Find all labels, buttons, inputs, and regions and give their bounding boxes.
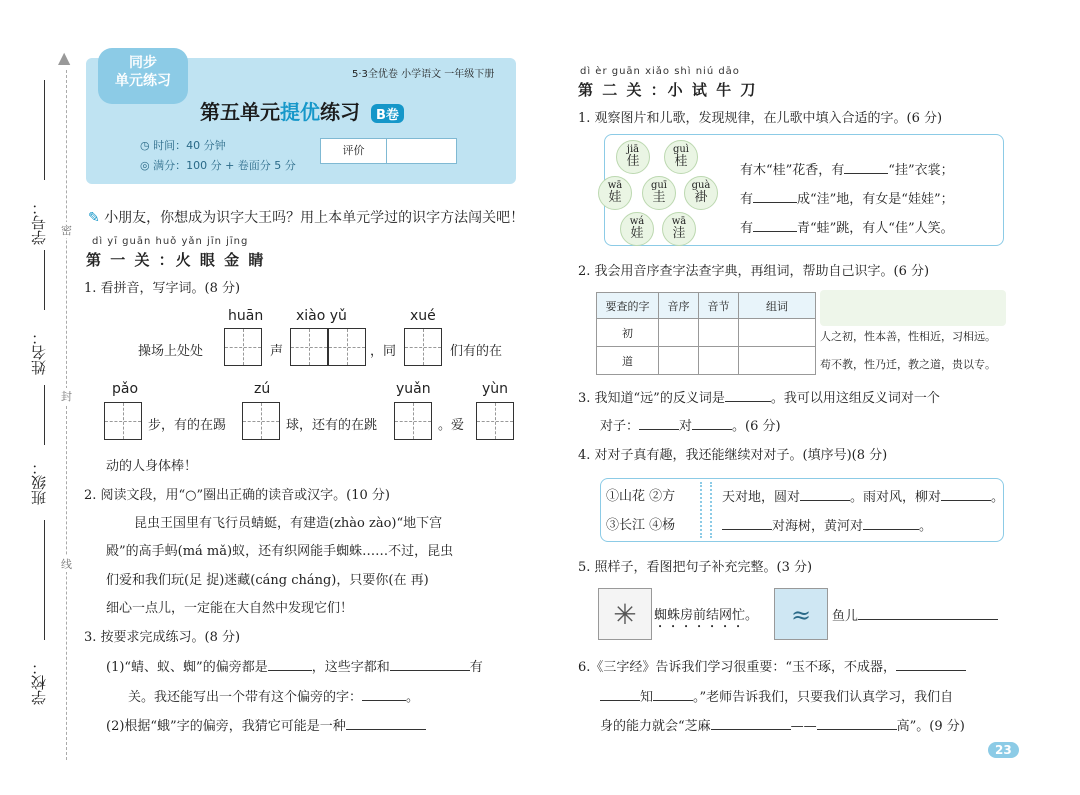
s1-q1-py-5: zú <box>254 381 271 397</box>
sync-badge <box>98 48 188 104</box>
s1-q3-stem: 3. 按要求完成练习。(8 分) <box>84 630 241 645</box>
table-cell[interactable] <box>699 319 739 347</box>
answer-blank[interactable] <box>268 657 312 671</box>
s2-q2-stem: 2. 我会用音序查字法查字典，再组词，帮助自己识字。(6 分) <box>578 264 930 279</box>
couplet-1c: 。 <box>991 490 1005 505</box>
series-label: 5·3全优卷 小学语文 一年级下册 <box>352 69 495 80</box>
page-title <box>200 96 404 125</box>
answer-blank[interactable] <box>800 487 850 501</box>
char-circle: guà 褂 <box>684 176 718 210</box>
score-text: 满分：100 分 + 卷面分 5 分 <box>153 159 296 172</box>
s2-q6-l3b: —— <box>790 719 817 734</box>
table-cell[interactable] <box>739 347 816 375</box>
rhyme-line-1 <box>740 160 954 181</box>
writing-box[interactable] <box>104 402 142 440</box>
s1-q1-t8: 动的人身体棒！ <box>106 459 198 474</box>
title-pre: 第五单元 <box>200 100 280 124</box>
s1-q1-py-7: yùn <box>482 381 509 397</box>
char-circle: wā 洼 <box>662 212 696 246</box>
answer-blank[interactable] <box>863 516 919 530</box>
section1-title: 第 一 关 ：火 眼 金 睛 <box>86 251 266 269</box>
leaf-icon: ✎ <box>88 210 105 226</box>
cut-mark-1: 密 <box>61 224 72 237</box>
s1-q1-py-1: huān <box>228 308 264 324</box>
s2-q6-l3 <box>600 716 965 737</box>
s1-q3-l1c: 有 <box>469 660 483 675</box>
page-number: 23 <box>988 742 1019 758</box>
s2-q6-l3a: 身的能力就会“芝麻 <box>600 719 711 734</box>
s2-q3-l1 <box>578 388 940 409</box>
s2-q6-l2b: 。”老师告诉我们，只要我们认真学习，我们自 <box>693 690 954 705</box>
s2-q5-example: 蜘蛛房前结网忙。 <box>654 608 759 623</box>
sync-badge-text: 同步 单元练习 <box>115 55 171 89</box>
table-cell[interactable] <box>699 347 739 375</box>
answer-blank[interactable] <box>753 218 797 232</box>
s1-q1-t7: 。爱 <box>438 418 465 433</box>
id-label: 学号： <box>30 200 48 245</box>
s2-q1-stem: 1. 观察图片和儿歌，发现规律，在儿歌中填入合适的字。(6 分) <box>578 111 943 126</box>
answer-blank[interactable] <box>692 416 732 430</box>
verse-2: 苟不教，性乃迁，教之道，贵以专。 <box>820 358 996 371</box>
s1-q3-l1 <box>106 657 483 678</box>
s1-q1-t4: 们有的在 <box>450 344 503 359</box>
rhyme-line-2 <box>740 189 954 210</box>
answer-blank[interactable] <box>639 416 679 430</box>
rocket-icon: ▲ <box>58 48 71 67</box>
score-info <box>140 157 296 173</box>
class-label: 班级： <box>30 460 48 505</box>
table-cell: 道 <box>597 347 659 375</box>
s1-q1-t2: 声 <box>270 344 284 359</box>
s2-q6-l3c: 高”。(9 分) <box>896 719 965 734</box>
s1-q1-t6: 球，还有的在跳 <box>286 418 378 433</box>
writing-box[interactable] <box>224 328 262 366</box>
intro-text: 小朋友，你想成为识字大王吗？用上本单元学过的识字方法闯关吧！ <box>104 210 525 226</box>
col-header: 音节 <box>699 293 739 319</box>
writing-box[interactable] <box>394 402 432 440</box>
s2-q6-l1a: 6.《三字经》告诉我们学习很重要：“玉不琢，不成器， <box>578 660 897 675</box>
s1-q1-py-6: yuǎn <box>396 381 431 397</box>
s1-q2-l4: 细心一点儿，一定能在大自然中发现它们！ <box>106 601 354 616</box>
answer-blank[interactable] <box>844 160 888 174</box>
cut-mark-2: 封 <box>61 390 72 403</box>
title-highlight: 提优 <box>280 100 320 124</box>
s2-q5-fish-label: 鱼儿 <box>832 609 859 624</box>
writing-box[interactable] <box>476 402 514 440</box>
s1-q1-t5: 步，有的在踢 <box>148 418 227 433</box>
answer-blank[interactable] <box>390 657 470 671</box>
s2-q3-l2a: 对子： <box>600 419 640 434</box>
section2-pinyin: dì èr guān xiǎo shì niú dāo <box>580 66 740 77</box>
s1-q3-l2a: 关。我还能写出一个带有这个偏旁的字： <box>128 690 363 705</box>
volume-badge: B卷 <box>371 104 404 123</box>
s1-q3-l3 <box>106 716 426 737</box>
couplet-line-2 <box>722 516 932 537</box>
answer-blank[interactable] <box>753 189 797 203</box>
s2-q3-l1a: 3. 我知道“远”的反义词是 <box>578 391 725 406</box>
table-row <box>597 347 816 375</box>
s1-q3-l2 <box>128 687 419 708</box>
s2-q3-l1b: 。我可以用这组反义词对一个 <box>770 391 940 406</box>
title-post: 练习 <box>320 100 360 124</box>
answer-blank[interactable] <box>896 657 966 671</box>
couplet-options-2: ③长江 ④杨 <box>606 518 676 533</box>
table-cell[interactable] <box>739 319 816 347</box>
cut-mark-3: 线 <box>61 558 72 571</box>
name-label: 姓名： <box>30 330 48 375</box>
table-cell[interactable] <box>659 347 699 375</box>
couplet-options-1: ①山花 ②方 <box>606 489 676 504</box>
table-cell: 初 <box>597 319 659 347</box>
time-info <box>140 137 226 153</box>
writing-box[interactable] <box>404 328 442 366</box>
s1-q1-py-3: xué <box>410 308 436 324</box>
rhyme-2b: 成“洼”地，有女是“娃娃”； <box>797 192 954 207</box>
dictionary-table <box>596 292 816 375</box>
s1-q2-l2: 殿”的高手蚂(má mǎ)蚁，还有织网能手蜘蛛……不过，昆虫 <box>106 544 454 559</box>
s1-q2-l3: 们爱和我们玩(足 捉)迷藏(cáng cháng)，只要你(在 再) <box>106 573 429 588</box>
clock-icon: ◷ <box>140 139 154 152</box>
col-header: 组词 <box>739 293 816 319</box>
col-header: 要查的字 <box>597 293 659 319</box>
class-line <box>44 385 45 445</box>
s1-q1-t3: ，同 <box>370 344 397 359</box>
school-label: 学校： <box>30 660 48 705</box>
section1-pinyin: dì yī guān huǒ yǎn jīn jīng <box>92 236 249 247</box>
char-circle: guī 圭 <box>642 176 676 210</box>
char-circle: guì 桂 <box>664 140 698 174</box>
eval-label: 评价 <box>321 139 387 163</box>
answer-blank[interactable] <box>362 687 406 701</box>
answer-blank[interactable] <box>941 487 991 501</box>
char-circle: wā 娃 <box>598 176 632 210</box>
ring-binder <box>700 482 712 538</box>
s2-q3-l2b: 对 <box>679 419 693 434</box>
s1-q3-l1b: ，这些字都和 <box>311 660 390 675</box>
rhyme-2a: 有 <box>740 192 754 207</box>
rhyme-3b: 青“蛙”跳，有人“佳”人笑。 <box>797 221 954 236</box>
couplet-1a: 天对地，圆对 <box>722 490 801 505</box>
s1-q3-l3a: (2)根据“蛾”字的偏旁，我猜它可能是一种 <box>106 719 346 734</box>
answer-blank[interactable] <box>725 388 771 402</box>
couplet-2b: 。 <box>919 519 933 534</box>
fish-icon: ≈ <box>774 588 828 640</box>
char-circle: jiā 佳 <box>616 140 650 174</box>
char-circle: wá 娃 <box>620 212 654 246</box>
s1-q3-l2b: 。 <box>406 690 420 705</box>
answer-blank[interactable] <box>817 716 897 730</box>
verse-1: 人之初，性本善，性相近，习相远。 <box>820 330 996 343</box>
answer-blank[interactable] <box>858 606 998 620</box>
section2-title: 第 二 关 ：小 试 牛 刀 <box>578 81 758 99</box>
cut-line <box>66 70 67 760</box>
s1-q2-stem: 2. 阅读文段，用“○”圈出正确的读音或汉字。(10 分) <box>84 488 390 503</box>
spider-web-icon: ✳ <box>598 588 652 640</box>
s2-q4-stem: 4. 对对子真有趣，我还能继续对对子。(填序号)(8 分) <box>578 448 888 463</box>
answer-blank[interactable] <box>600 687 640 701</box>
couplet-line-1 <box>722 487 1004 508</box>
s2-q3-l2 <box>600 416 781 437</box>
s2-q5-stem: 5. 照样子，看图把句子补充完整。(3 分) <box>578 560 813 575</box>
s2-q5-fish <box>832 606 998 627</box>
writing-box[interactable] <box>290 328 328 366</box>
answer-blank[interactable] <box>653 687 693 701</box>
writing-box[interactable] <box>242 402 280 440</box>
name-line <box>44 250 45 310</box>
eval-box <box>320 138 457 164</box>
table-header-row <box>597 293 816 319</box>
rhyme-line-3 <box>740 218 954 239</box>
rhyme-1b: “挂”衣裳； <box>888 163 954 178</box>
writing-box[interactable] <box>328 328 366 366</box>
s2-q6-l2a: 知 <box>640 690 654 705</box>
check-icon: ◎ <box>140 159 154 172</box>
s2-q6-l2 <box>600 687 953 708</box>
answer-blank[interactable] <box>722 516 772 530</box>
school-line <box>44 520 45 640</box>
kids-reading-illustration <box>820 290 1006 326</box>
rhyme-1a: 有木“桂”花香，有 <box>740 163 845 178</box>
s2-q3-l2c: 。(6 分) <box>732 419 781 434</box>
couplet-2a: 对海树，黄河对 <box>772 519 864 534</box>
s1-q1-py-2: xiào yǔ <box>296 308 347 324</box>
rhyme-3a: 有 <box>740 221 754 236</box>
table-row <box>597 319 816 347</box>
answer-blank[interactable] <box>346 716 426 730</box>
id-line <box>44 80 45 180</box>
time-text: 时间：40 分钟 <box>153 139 226 152</box>
couplet-1b: 。雨对风，柳对 <box>850 490 942 505</box>
s2-q6-l1 <box>578 657 966 678</box>
s1-q3-l1a: (1)“蜻、蚁、蜘”的偏旁都是 <box>106 660 268 675</box>
s1-q1-t1: 操场上处处 <box>138 344 204 359</box>
intro <box>88 207 524 227</box>
answer-blank[interactable] <box>711 716 791 730</box>
col-header: 音序 <box>659 293 699 319</box>
s1-q1-py-4: pǎo <box>112 381 139 397</box>
s1-q2-l1: 昆虫王国里有飞行员蜻蜓，有建造(zhào zào)“地下宫 <box>134 516 443 531</box>
table-cell[interactable] <box>659 319 699 347</box>
s1-q1-stem: 1. 看拼音，写字词。(8 分) <box>84 281 241 296</box>
